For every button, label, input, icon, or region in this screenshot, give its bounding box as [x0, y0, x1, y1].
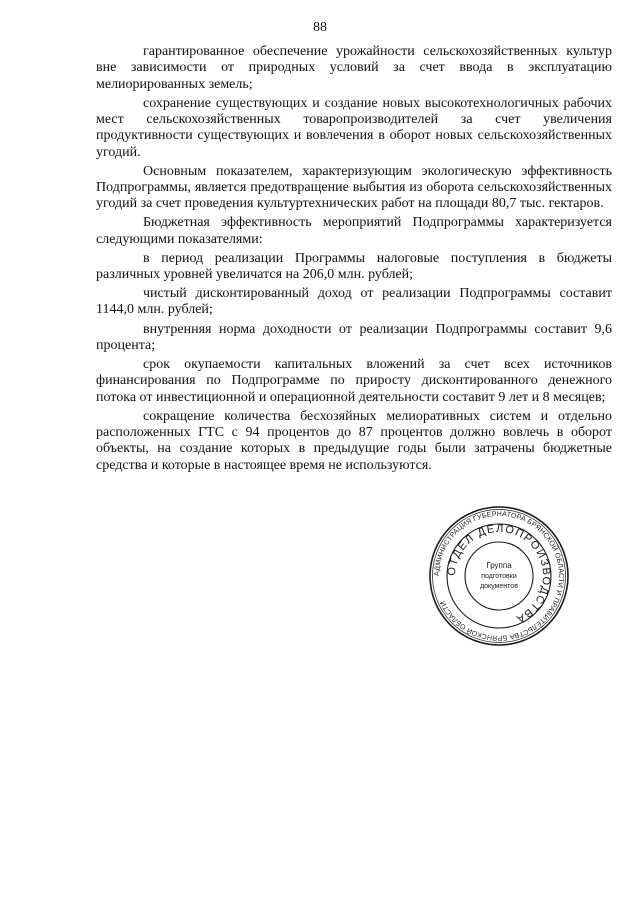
official-stamp: [428, 505, 570, 647]
stamp-center-line-3: документов: [480, 583, 518, 590]
stamp-center-line-2: подготовки: [481, 573, 517, 580]
paragraph-2: сохранение существующих и создание новых высокотехнологичных рабочих мест сельскохозяйственных товаропроизводителей за счет увеличения продуктивности существующих и вовлечения в оборот новых сельскохозяйственных угодий.: [96, 95, 612, 160]
paragraph-1: гарантированное обеспечение урожайности сельскохозяйственных культур вне зависимости от природных условий за счет ввода в эксплуатацию мелиорированных земель;: [96, 44, 612, 92]
paragraph-4: Бюджетная эффективность мероприятий Подпрограммы характеризуется следующими показателями:: [96, 215, 612, 247]
stamp-center-line-1: Группа: [486, 561, 512, 570]
stamp-middle-text: ОТДЕЛ ДЕЛОПРОИЗВОДСТВА: [445, 522, 553, 626]
stamp-seal-icon: [428, 505, 570, 647]
paragraph-9: сокращение количества бесхозяйных мелиоративных систем и отдельно расположенных ГТС с 94 процентов до 87 процентов должно вовлечь в оборот объекты, на создание которых в предыдущие годы были затрачены бюджетные средства и которые в настоящее время не используются.: [96, 408, 612, 473]
paragraph-5: в период реализации Программы налоговые поступления в бюджеты различных уровней увеличатся на 206,0 млн. рублей;: [96, 250, 612, 283]
paragraph-6: чистый дисконтированный доход от реализации Подпрограммы составит 1144,0 млн. рублей;: [96, 286, 612, 318]
page-number: 88: [313, 20, 327, 35]
paragraph-8: срок окупаемости капитальных вложений за счет всех источников финансирования по Подпрограмме по приросту дисконтированного денежного потока от инвестиционной и операционной деятельности составит 9 лет и 8 месяцев;: [96, 356, 612, 405]
paragraph-3: Основным показателем, характеризующим экологическую эффективность Подпрограммы, является предотвращение выбытия из оборота сельскохозяйственных угодий за счет проведения культуртехнических работ на площади 80,7 тыс. гектаров.: [96, 163, 612, 212]
paragraph-7: внутренняя норма доходности от реализации Подпрограммы составит 9,6 процента;: [96, 321, 612, 353]
stamp-outer-text: АДМИНИСТРАЦИЯ ГУБЕРНАТОРА БРЯНСКОЙ ОБЛАСТИ И ПРАВИТЕЛЬСТВА БРЯНСКОЙ ОБЛАСТИ: [433, 510, 565, 642]
body-text: [96, 44, 612, 477]
